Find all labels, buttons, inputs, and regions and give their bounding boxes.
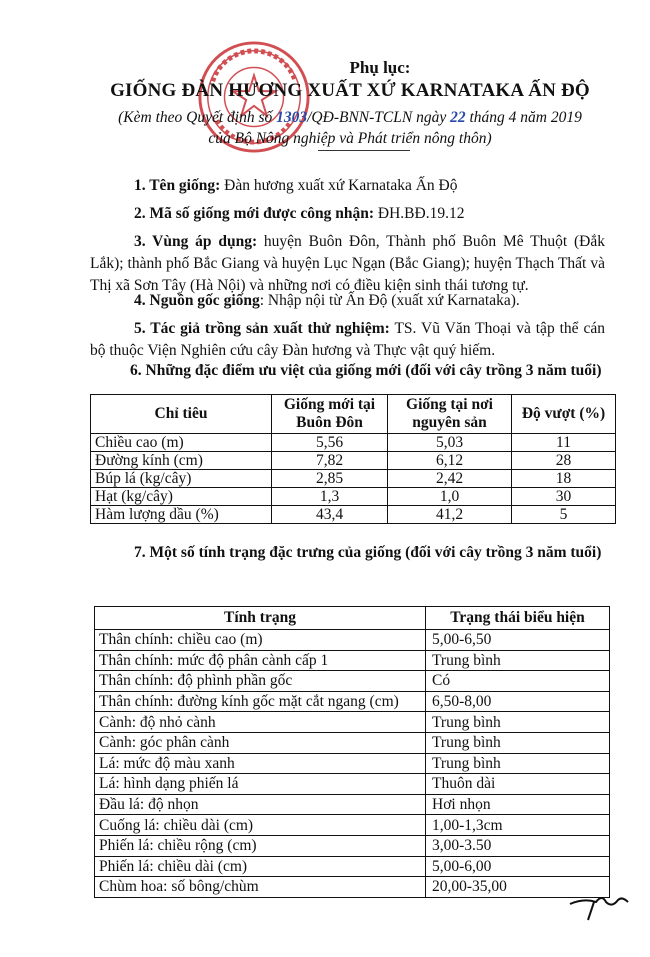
table-cell: Lá: mức độ màu xanh [95, 753, 426, 774]
section-1-text: Đàn hương xuất xứ Karnataka Ấn Độ [220, 177, 458, 194]
section-4-label: 4. Nguồn gốc giống [134, 292, 260, 309]
advantages-table [90, 394, 616, 524]
decision-note [80, 107, 620, 149]
table-row [95, 856, 610, 877]
table-row [91, 452, 616, 470]
table-cell: 2,85 [272, 470, 388, 488]
page-title: GIỐNG ĐÀN HƯƠNG XUẤT XỨ KARNATAKA ẤN ĐỘ [110, 80, 590, 101]
section-3-label: 3. Vùng áp dụng: [134, 233, 258, 250]
note-prefix: (Kèm theo Quyết định số [118, 109, 273, 126]
table-cell: Hạt (kg/cây) [91, 488, 272, 506]
section-4-text: : Nhập nội từ Ấn Độ (xuất xứ Karnataka). [259, 292, 520, 309]
table-cell: Đường kính (cm) [91, 452, 272, 470]
table-cell: Chùm hoa: số bông/chùm [95, 877, 426, 898]
table-cell: 1,0 [388, 488, 512, 506]
table-cell: Trung bình [426, 712, 610, 733]
table-cell: 2,42 [388, 470, 512, 488]
section-3-text: huyện Buôn Đôn, Thành phố Buôn Mê Thuột (Đắk Lắk); thành phố Bắc Giang và huyện Lục Ngạn (Bắc Giang); huyện Thạch Thất và Thị xã Sơn Tây (Hà Nội) và những nơi có điều kiện sinh thái tương tự. [90, 233, 605, 294]
table-row [91, 470, 616, 488]
header-divider [318, 150, 410, 151]
section-2-label: 2. Mã số giống mới được công nhận: [134, 205, 375, 222]
table-cell: Thuôn dài [426, 774, 610, 795]
table-cell: 1,3 [272, 488, 388, 506]
table-row [95, 815, 610, 836]
decision-number: 1303 [276, 109, 308, 126]
note-suffix: tháng 4 năm 2019 [469, 109, 582, 126]
table-cell: Hàm lượng dầu (%) [91, 506, 272, 524]
section-2-text: ĐH.BĐ.19.12 [374, 205, 465, 222]
section-1 [96, 175, 601, 197]
table-cell: 5,56 [272, 434, 388, 452]
table-cell: 28 [512, 452, 616, 470]
table-cell: Trung bình [426, 732, 610, 753]
table-cell: Thân chính: chiều cao (m) [95, 630, 426, 651]
table-cell: Cuống lá: chiều dài (cm) [95, 815, 426, 836]
table-cell: 5 [512, 506, 616, 524]
section-5-label: 5. Tác giả trồng sản xuất thử nghiệm: [134, 320, 390, 337]
table-row [95, 774, 610, 795]
section-5 [90, 318, 605, 362]
table-header-cell: Giống mới tại Buôn Đôn [272, 395, 388, 434]
section-6-label: 6. Những đặc điểm ưu việt của giống mới (đối với cây trồng 3 năm tuổi) [130, 362, 602, 379]
section-5-text: TS. Vũ Văn Thoại và tập thể cán bộ thuộc Viện Nghiên cứu cây Đàn hương và Thực vật quý hiếm. [90, 320, 605, 359]
section-7-label: 7. Một số tính trạng đặc trưng của giống (đối với cây trồng 3 năm tuổi) [134, 544, 602, 561]
table-row [95, 753, 610, 774]
signature-icon [566, 888, 636, 924]
section-3 [90, 231, 605, 297]
table-header-cell: Trạng thái biểu hiện [426, 607, 610, 630]
table-cell: 18 [512, 470, 616, 488]
table-cell: Chiều cao (m) [91, 434, 272, 452]
section-7-heading [134, 542, 614, 564]
table-cell: Cành: góc phân cành [95, 732, 426, 753]
table-cell: Thân chính: độ phình phần gốc [95, 671, 426, 692]
table-cell: 20,00-35,00 [426, 877, 610, 898]
table-cell: 30 [512, 488, 616, 506]
table-cell: Hơi nhọn [426, 794, 610, 815]
table-cell: 6,12 [388, 452, 512, 470]
table-row [95, 794, 610, 815]
table-row [95, 691, 610, 712]
note-line-2: của Bộ Nông nghiệp và Phát triển nông thôn) [208, 130, 492, 147]
table-cell: Búp lá (kg/cây) [91, 470, 272, 488]
table-header-cell: Tính trạng [95, 607, 426, 630]
table-cell: 1,00-1,3cm [426, 815, 610, 836]
table-cell: 5,00-6,50 [426, 630, 610, 651]
table-cell: Thân chính: mức độ phân cành cấp 1 [95, 650, 426, 671]
table-header-row [91, 395, 616, 434]
section-6-heading [130, 360, 610, 382]
table-row [95, 630, 610, 651]
table-cell: Có [426, 671, 610, 692]
table-cell: Cành: độ nhỏ cành [95, 712, 426, 733]
table-row [95, 712, 610, 733]
section-2 [96, 203, 601, 225]
table-row [95, 671, 610, 692]
appendix-label: Phụ lục: [349, 58, 411, 77]
table-row [95, 835, 610, 856]
table-row [91, 488, 616, 506]
table-row [91, 434, 616, 452]
table-cell: 3,00-3.50 [426, 835, 610, 856]
table-header-cell: Giống tại nơi nguyên sản [388, 395, 512, 434]
decision-day: 22 [450, 109, 466, 126]
table-cell: Lá: hình dạng phiến lá [95, 774, 426, 795]
table-cell: Phiến lá: chiều dài (cm) [95, 856, 426, 877]
table-header-cell: Độ vượt (%) [512, 395, 616, 434]
note-middle: /QĐ-BNN-TCLN ngày [307, 109, 447, 126]
section-4 [96, 290, 601, 312]
table-cell: 43,4 [272, 506, 388, 524]
table-cell: 5,00-6,00 [426, 856, 610, 877]
table-cell: 41,2 [388, 506, 512, 524]
table-cell: Phiến lá: chiều rộng (cm) [95, 835, 426, 856]
table-cell: 7,82 [272, 452, 388, 470]
table-cell: Trung bình [426, 753, 610, 774]
table-cell: 6,50-8,00 [426, 691, 610, 712]
table-row [95, 877, 610, 898]
table-cell: Đầu lá: độ nhọn [95, 794, 426, 815]
table-cell: 11 [512, 434, 616, 452]
table-cell: Thân chính: đường kính gốc mặt cắt ngang (cm) [95, 691, 426, 712]
table-row [91, 506, 616, 524]
table-row [95, 732, 610, 753]
table-row [95, 650, 610, 671]
table-header-cell: Chỉ tiêu [91, 395, 272, 434]
table-header-row [95, 607, 610, 630]
section-1-label: 1. Tên giống: [134, 177, 221, 194]
table-cell: 5,03 [388, 434, 512, 452]
traits-table [94, 606, 610, 898]
table-cell: Trung bình [426, 650, 610, 671]
document-header [80, 58, 620, 149]
